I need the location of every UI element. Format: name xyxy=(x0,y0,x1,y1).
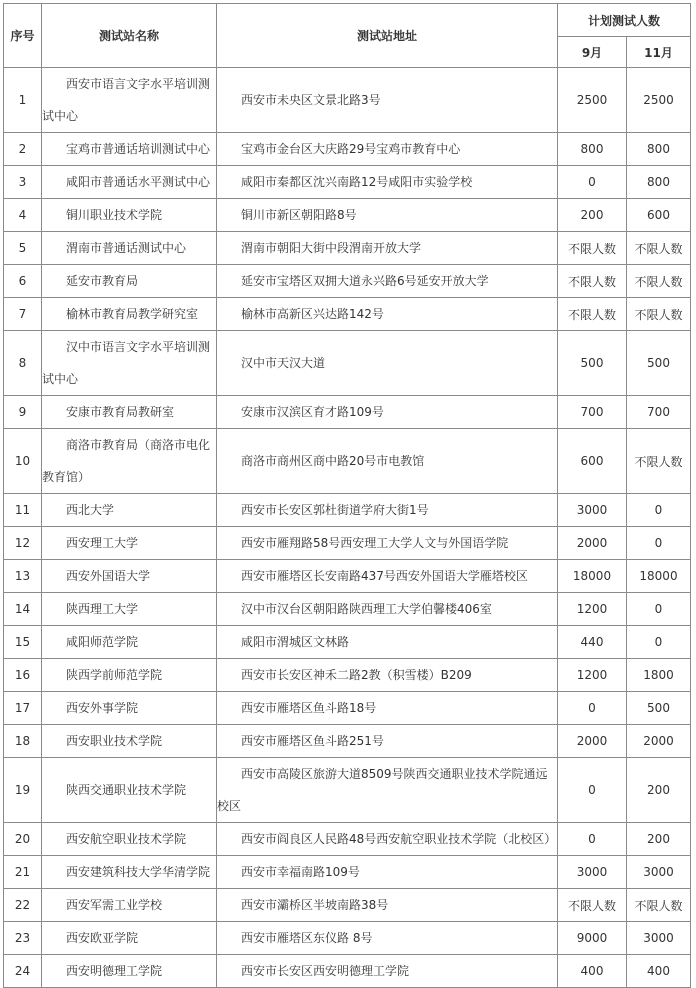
station-name: 陕西理工大学 xyxy=(66,602,139,616)
count-november: 0 xyxy=(627,626,691,659)
station-name: 西安明德理工学院 xyxy=(66,964,163,978)
table-row xyxy=(4,692,691,725)
count-september: 2000 xyxy=(558,527,627,560)
header-station-name: 测试站名称 xyxy=(42,4,217,68)
station-address: 西安市灞桥区半坡南路38号 xyxy=(241,898,389,912)
table-row xyxy=(4,922,691,955)
row-index: 12 xyxy=(4,527,42,560)
station-address: 西安市雁翔路58号西安理工大学人文与外国语学院 xyxy=(241,536,509,550)
table-row xyxy=(4,725,691,758)
station-address: 西安市雁塔区长安南路437号西安外国语大学雁塔校区 xyxy=(241,569,528,583)
row-index: 22 xyxy=(4,889,42,922)
station-name: 陕西学前师范学院 xyxy=(66,668,163,682)
station-name-cell xyxy=(42,560,217,593)
table-row xyxy=(4,199,691,232)
count-september: 200 xyxy=(558,199,627,232)
count-september: 0 xyxy=(558,823,627,856)
count-september: 不限人数 xyxy=(558,265,627,298)
count-september: 1200 xyxy=(558,593,627,626)
station-name-cell xyxy=(42,232,217,265)
count-september: 0 xyxy=(558,692,627,725)
station-name: 西安理工大学 xyxy=(66,536,139,550)
station-name-cell xyxy=(42,659,217,692)
station-address-cell xyxy=(217,429,558,494)
station-name-cell xyxy=(42,166,217,199)
station-name-cell xyxy=(42,133,217,166)
station-name-cell xyxy=(42,331,217,396)
row-index: 9 xyxy=(4,396,42,429)
row-index: 4 xyxy=(4,199,42,232)
station-name-cell xyxy=(42,889,217,922)
station-name-cell xyxy=(42,626,217,659)
row-index: 13 xyxy=(4,560,42,593)
station-address-cell xyxy=(217,692,558,725)
station-address: 榆林市高新区兴达路142号 xyxy=(241,307,384,321)
station-address-cell xyxy=(217,593,558,626)
count-november: 1800 xyxy=(627,659,691,692)
count-september: 700 xyxy=(558,396,627,429)
row-index: 14 xyxy=(4,593,42,626)
station-name-cell xyxy=(42,494,217,527)
station-name: 铜川职业技术学院 xyxy=(66,208,163,222)
station-address-cell xyxy=(217,396,558,429)
station-name-cell xyxy=(42,725,217,758)
count-september: 800 xyxy=(558,133,627,166)
row-index: 20 xyxy=(4,823,42,856)
station-address-cell xyxy=(217,560,558,593)
header-november: 11月 xyxy=(627,37,691,68)
count-november: 不限人数 xyxy=(627,265,691,298)
station-address-cell xyxy=(217,68,558,133)
station-address: 安康市汉滨区育才路109号 xyxy=(241,405,384,419)
count-september: 2000 xyxy=(558,725,627,758)
station-address-cell xyxy=(217,494,558,527)
count-september: 9000 xyxy=(558,922,627,955)
count-november: 200 xyxy=(627,823,691,856)
station-address: 西安市阎良区人民路48号西安航空职业技术学院（北校区） xyxy=(241,832,557,846)
count-september: 500 xyxy=(558,331,627,396)
count-november: 0 xyxy=(627,494,691,527)
station-address-cell xyxy=(217,133,558,166)
count-september: 3000 xyxy=(558,494,627,527)
station-address: 西安市长安区郭杜街道学府大街1号 xyxy=(241,503,429,517)
station-name-cell xyxy=(42,429,217,494)
station-address: 西安市雁塔区东仪路 8号 xyxy=(241,931,373,945)
count-november: 2000 xyxy=(627,725,691,758)
station-name: 咸阳市普通话水平测试中心 xyxy=(66,175,211,189)
row-index: 19 xyxy=(4,758,42,823)
station-address-cell xyxy=(217,265,558,298)
table-container xyxy=(3,3,691,988)
station-address-cell xyxy=(217,232,558,265)
table-row xyxy=(4,560,691,593)
station-address: 延安市宝塔区双拥大道永兴路6号延安开放大学 xyxy=(241,274,489,288)
count-september: 2500 xyxy=(558,68,627,133)
station-name: 宝鸡市普通话培训测试中心 xyxy=(66,142,211,156)
table-row xyxy=(4,232,691,265)
station-address: 咸阳市渭城区文林路 xyxy=(241,635,350,649)
row-index: 18 xyxy=(4,725,42,758)
station-name: 西安航空职业技术学院 xyxy=(66,832,187,846)
station-name: 西安外事学院 xyxy=(66,701,139,715)
row-index: 3 xyxy=(4,166,42,199)
table-row xyxy=(4,659,691,692)
count-november: 0 xyxy=(627,593,691,626)
table-row xyxy=(4,429,691,494)
station-name: 西安建筑科技大学华清学院 xyxy=(66,865,211,879)
station-name: 西安军需工业学校 xyxy=(66,898,163,912)
row-index: 6 xyxy=(4,265,42,298)
count-november: 0 xyxy=(627,527,691,560)
station-name-cell xyxy=(42,823,217,856)
station-name: 延安市教育局 xyxy=(66,274,139,288)
station-name-cell xyxy=(42,396,217,429)
count-november: 800 xyxy=(627,133,691,166)
station-name-cell xyxy=(42,856,217,889)
station-name-cell xyxy=(42,298,217,331)
station-address: 商洛市商州区商中路20号市电教馆 xyxy=(241,454,425,468)
station-name: 西安外国语大学 xyxy=(66,569,151,583)
station-name: 西安欧亚学院 xyxy=(66,931,139,945)
count-november: 600 xyxy=(627,199,691,232)
count-november: 500 xyxy=(627,692,691,725)
table-row xyxy=(4,396,691,429)
row-index: 10 xyxy=(4,429,42,494)
header-planned-count: 计划测试人数 xyxy=(558,4,691,37)
station-address: 铜川市新区朝阳路8号 xyxy=(241,208,357,222)
station-address: 西安市幸福南路109号 xyxy=(241,865,360,879)
station-address-cell xyxy=(217,758,558,823)
station-name-cell xyxy=(42,527,217,560)
row-index: 7 xyxy=(4,298,42,331)
station-address: 西安市长安区神禾二路2教（积雪楼）B209 xyxy=(241,668,472,682)
station-name: 西安职业技术学院 xyxy=(66,734,163,748)
station-name: 渭南市普通话测试中心 xyxy=(66,241,187,255)
count-november: 2500 xyxy=(627,68,691,133)
station-name-cell xyxy=(42,955,217,988)
table-header xyxy=(4,4,691,68)
count-november: 3000 xyxy=(627,922,691,955)
table-row xyxy=(4,166,691,199)
table-row xyxy=(4,133,691,166)
count-november: 不限人数 xyxy=(627,889,691,922)
station-name-cell xyxy=(42,922,217,955)
table-row xyxy=(4,593,691,626)
table-row xyxy=(4,823,691,856)
count-november: 800 xyxy=(627,166,691,199)
station-address: 汉中市汉台区朝阳路陕西理工大学伯馨楼406室 xyxy=(241,602,492,616)
station-name: 陕西交通职业技术学院 xyxy=(66,783,187,797)
row-index: 1 xyxy=(4,68,42,133)
station-name-cell xyxy=(42,199,217,232)
station-address-cell xyxy=(217,331,558,396)
row-index: 16 xyxy=(4,659,42,692)
count-september: 不限人数 xyxy=(558,232,627,265)
count-september: 3000 xyxy=(558,856,627,889)
table-row xyxy=(4,331,691,396)
row-index: 24 xyxy=(4,955,42,988)
station-address: 渭南市朝阳大街中段渭南开放大学 xyxy=(241,241,422,255)
row-index: 23 xyxy=(4,922,42,955)
station-address-cell xyxy=(217,889,558,922)
table-row xyxy=(4,955,691,988)
station-name-cell xyxy=(42,758,217,823)
station-address-cell xyxy=(217,922,558,955)
row-index: 11 xyxy=(4,494,42,527)
table-row xyxy=(4,856,691,889)
count-september: 440 xyxy=(558,626,627,659)
station-name: 安康市教育局教研室 xyxy=(66,405,175,419)
count-november: 400 xyxy=(627,955,691,988)
station-address: 汉中市天汉大道 xyxy=(241,356,326,370)
table-row xyxy=(4,889,691,922)
station-name-cell xyxy=(42,593,217,626)
station-name: 咸阳师范学院 xyxy=(66,635,139,649)
station-name: 西北大学 xyxy=(66,503,115,517)
station-address: 西安市高陵区旅游大道8509号陕西交通职业技术学院通远校区 xyxy=(217,767,548,813)
count-november: 不限人数 xyxy=(627,298,691,331)
count-november: 18000 xyxy=(627,560,691,593)
station-address: 西安市未央区文景北路3号 xyxy=(241,93,381,107)
row-index: 2 xyxy=(4,133,42,166)
count-november: 500 xyxy=(627,331,691,396)
count-september: 18000 xyxy=(558,560,627,593)
row-index: 17 xyxy=(4,692,42,725)
station-name: 汉中市语言文字水平培训测试中心 xyxy=(42,340,211,386)
station-address-cell xyxy=(217,823,558,856)
header-station-address: 测试站地址 xyxy=(217,4,558,68)
station-address-cell xyxy=(217,166,558,199)
header-index: 序号 xyxy=(4,4,42,68)
count-november: 不限人数 xyxy=(627,429,691,494)
count-november: 200 xyxy=(627,758,691,823)
station-name: 榆林市教育局教学研究室 xyxy=(66,307,199,321)
table-row xyxy=(4,527,691,560)
station-address: 西安市长安区西安明德理工学院 xyxy=(241,964,410,978)
station-address-cell xyxy=(217,199,558,232)
station-address-cell xyxy=(217,856,558,889)
row-index: 21 xyxy=(4,856,42,889)
table-row xyxy=(4,626,691,659)
table-row xyxy=(4,68,691,133)
station-name-cell xyxy=(42,265,217,298)
header-september: 9月 xyxy=(558,37,627,68)
count-september: 1200 xyxy=(558,659,627,692)
station-name: 西安市语言文字水平培训测试中心 xyxy=(42,77,211,123)
count-september: 0 xyxy=(558,758,627,823)
count-november: 700 xyxy=(627,396,691,429)
station-name-cell xyxy=(42,68,217,133)
station-address: 西安市雁塔区鱼斗路18号 xyxy=(241,701,377,715)
station-address-cell xyxy=(217,955,558,988)
row-index: 5 xyxy=(4,232,42,265)
count-november: 不限人数 xyxy=(627,232,691,265)
station-address-cell xyxy=(217,725,558,758)
station-address-cell xyxy=(217,298,558,331)
station-address: 西安市雁塔区鱼斗路251号 xyxy=(241,734,384,748)
count-september: 不限人数 xyxy=(558,298,627,331)
test-station-table xyxy=(3,3,691,988)
count-september: 400 xyxy=(558,955,627,988)
station-address: 宝鸡市金台区大庆路29号宝鸡市教育中心 xyxy=(241,142,461,156)
station-address-cell xyxy=(217,527,558,560)
row-index: 8 xyxy=(4,331,42,396)
count-september: 600 xyxy=(558,429,627,494)
station-address-cell xyxy=(217,659,558,692)
row-index: 15 xyxy=(4,626,42,659)
table-row xyxy=(4,265,691,298)
table-body xyxy=(4,68,691,988)
table-row xyxy=(4,494,691,527)
station-name: 商洛市教育局（商洛市电化教育馆） xyxy=(42,438,211,484)
table-row xyxy=(4,758,691,823)
station-address: 咸阳市秦都区沈兴南路12号咸阳市实验学校 xyxy=(241,175,473,189)
station-name-cell xyxy=(42,692,217,725)
count-september: 0 xyxy=(558,166,627,199)
count-september: 不限人数 xyxy=(558,889,627,922)
table-row xyxy=(4,298,691,331)
count-november: 3000 xyxy=(627,856,691,889)
station-address-cell xyxy=(217,626,558,659)
